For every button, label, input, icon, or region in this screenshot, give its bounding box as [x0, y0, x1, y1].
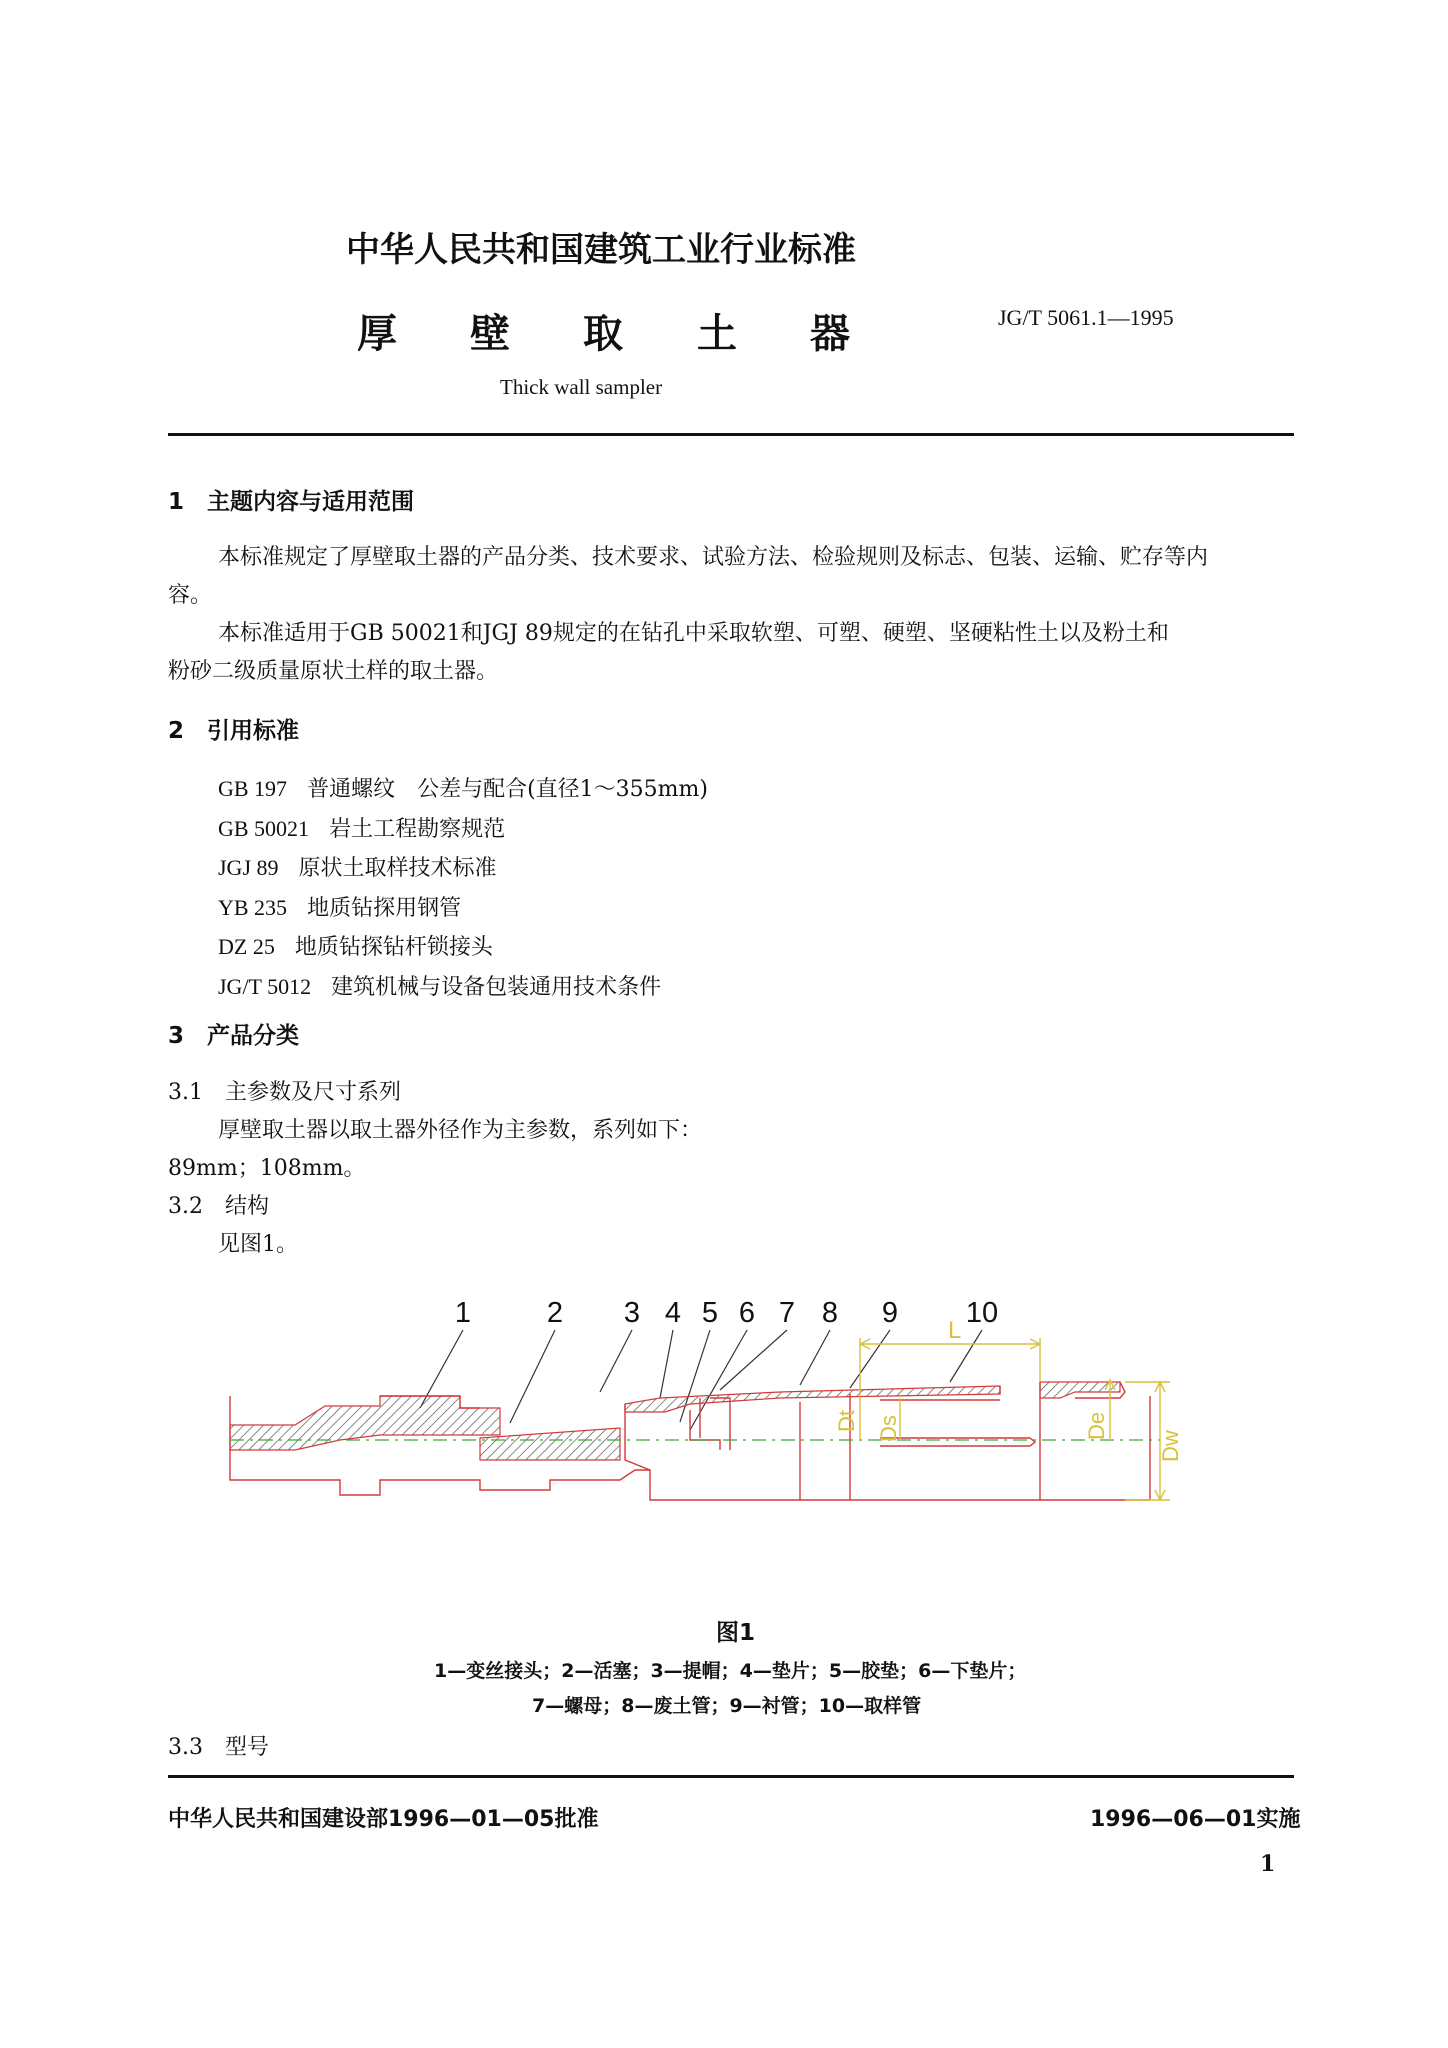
section-3-1-values: 89mm；108mm。 [168, 1156, 366, 1181]
footer-rule [168, 1775, 1294, 1778]
section-1-para-1-line-2: 容。 [168, 583, 213, 608]
part-number-9: 9 [881, 1297, 899, 1329]
page-number: 1 [1260, 1851, 1276, 1877]
figure-1-legend-line-2: 7—螺母；8—废土管；9—衬管；10—取样管 [532, 1695, 922, 1717]
figure-1-legend-line-1: 1—变丝接头；2—活塞；3—提帽；4—垫片；5—胶垫；6—下垫片； [434, 1660, 1027, 1682]
reference-title: 地质钻探钻杆锁接头 [294, 935, 493, 960]
doc-title-char-1: 厚 [357, 311, 397, 357]
dim-label-dt: Dt [834, 1410, 859, 1432]
doc-title-char-2: 壁 [470, 311, 510, 357]
figure-1-drawing [220, 1290, 1200, 1590]
dim-label-de: De [1084, 1411, 1109, 1440]
org-title: 中华人民共和国建筑工业行业标准 [346, 230, 856, 270]
reference-title: 地质钻探用钢管 [307, 895, 462, 921]
dim-label-ds: Ds [876, 1415, 901, 1442]
part-number-1: 1 [454, 1297, 472, 1329]
dim-label-dw: Dw [1158, 1430, 1183, 1462]
dim-label-l: L [948, 1317, 962, 1344]
doc-subtitle-en: Thick wall sampler [500, 375, 663, 399]
reference-list [218, 770, 708, 1007]
leader-lines [420, 1330, 982, 1430]
section-1-para-1-line-1: 本标准规定了厚壁取土器的产品分类、技术要求、试验方法、检验规则及标志、包装、运输、贮存等内 [218, 545, 1209, 570]
reference-item [218, 849, 708, 889]
section-3-1-heading: 3.1 主参数及尺寸系列 [168, 1080, 401, 1105]
reference-title: 岩土工程勘察规范 [329, 816, 506, 842]
dimension-lines [860, 1338, 1170, 1500]
reference-item [218, 810, 708, 850]
standard-code: JG/T 5061.1—1995 [998, 305, 1174, 330]
doc-title-char-5: 器 [810, 311, 850, 357]
section-1-para-2-line-1: 本标准适用于GB 50021和JGJ 89规定的在钻孔中采取软塑、可塑、硬塑、坚硬粘性土以及粉土和 [218, 621, 1169, 646]
section-1-para-2-line-2: 粉砂二级质量原状土样的取土器。 [168, 659, 499, 684]
part-number-7: 7 [778, 1297, 796, 1329]
reference-title: 建筑机械与设备包装通用技术条件 [331, 974, 662, 1000]
reference-code: GB 50021 [218, 815, 310, 841]
part-number-10: 10 [965, 1297, 999, 1329]
section-3-2-text: 见图1。 [218, 1232, 298, 1257]
section-3-1-text: 厚壁取土器以取土器外径作为主参数，系列如下： [218, 1118, 703, 1143]
approval-note: 中华人民共和国建设部1996—01—05批准 [168, 1807, 599, 1832]
header-rule [168, 433, 1294, 436]
part-number-8: 8 [821, 1297, 839, 1329]
part-number-5: 5 [701, 1297, 719, 1329]
reference-code: GB 197 [218, 776, 288, 801]
section-3-3-heading: 3.3 型号 [168, 1735, 269, 1760]
figure-1-title: 图1 [716, 1620, 756, 1646]
reference-code: JGJ 89 [218, 855, 279, 880]
hatched-sections [230, 1382, 1120, 1460]
reference-code: JG/T 5012 [218, 973, 312, 999]
doc-title-char-4: 土 [697, 311, 737, 357]
section-3-heading: 3 产品分类 [168, 1023, 300, 1049]
section-3-2-heading: 3.2 结构 [168, 1194, 269, 1219]
reference-item [218, 968, 708, 1008]
reference-item [218, 770, 708, 810]
part-number-6: 6 [738, 1297, 756, 1329]
reference-item [218, 889, 708, 929]
reference-title: 原状土取样技术标准 [298, 856, 497, 881]
reference-title: 普通螺纹 公差与配合(直径1～355mm) [307, 777, 708, 802]
reference-code: YB 235 [218, 894, 288, 920]
reference-item [218, 928, 708, 968]
effective-date: 1996—06—01实施 [1090, 1807, 1301, 1832]
reference-code: DZ 25 [218, 934, 275, 959]
doc-title-char-3: 取 [583, 311, 623, 357]
section-2-heading: 2 引用标准 [168, 718, 300, 744]
part-number-4: 4 [664, 1297, 682, 1329]
part-number-2: 2 [546, 1297, 564, 1329]
part-number-3: 3 [623, 1297, 641, 1329]
section-1-heading: 1 主题内容与适用范围 [168, 489, 415, 515]
